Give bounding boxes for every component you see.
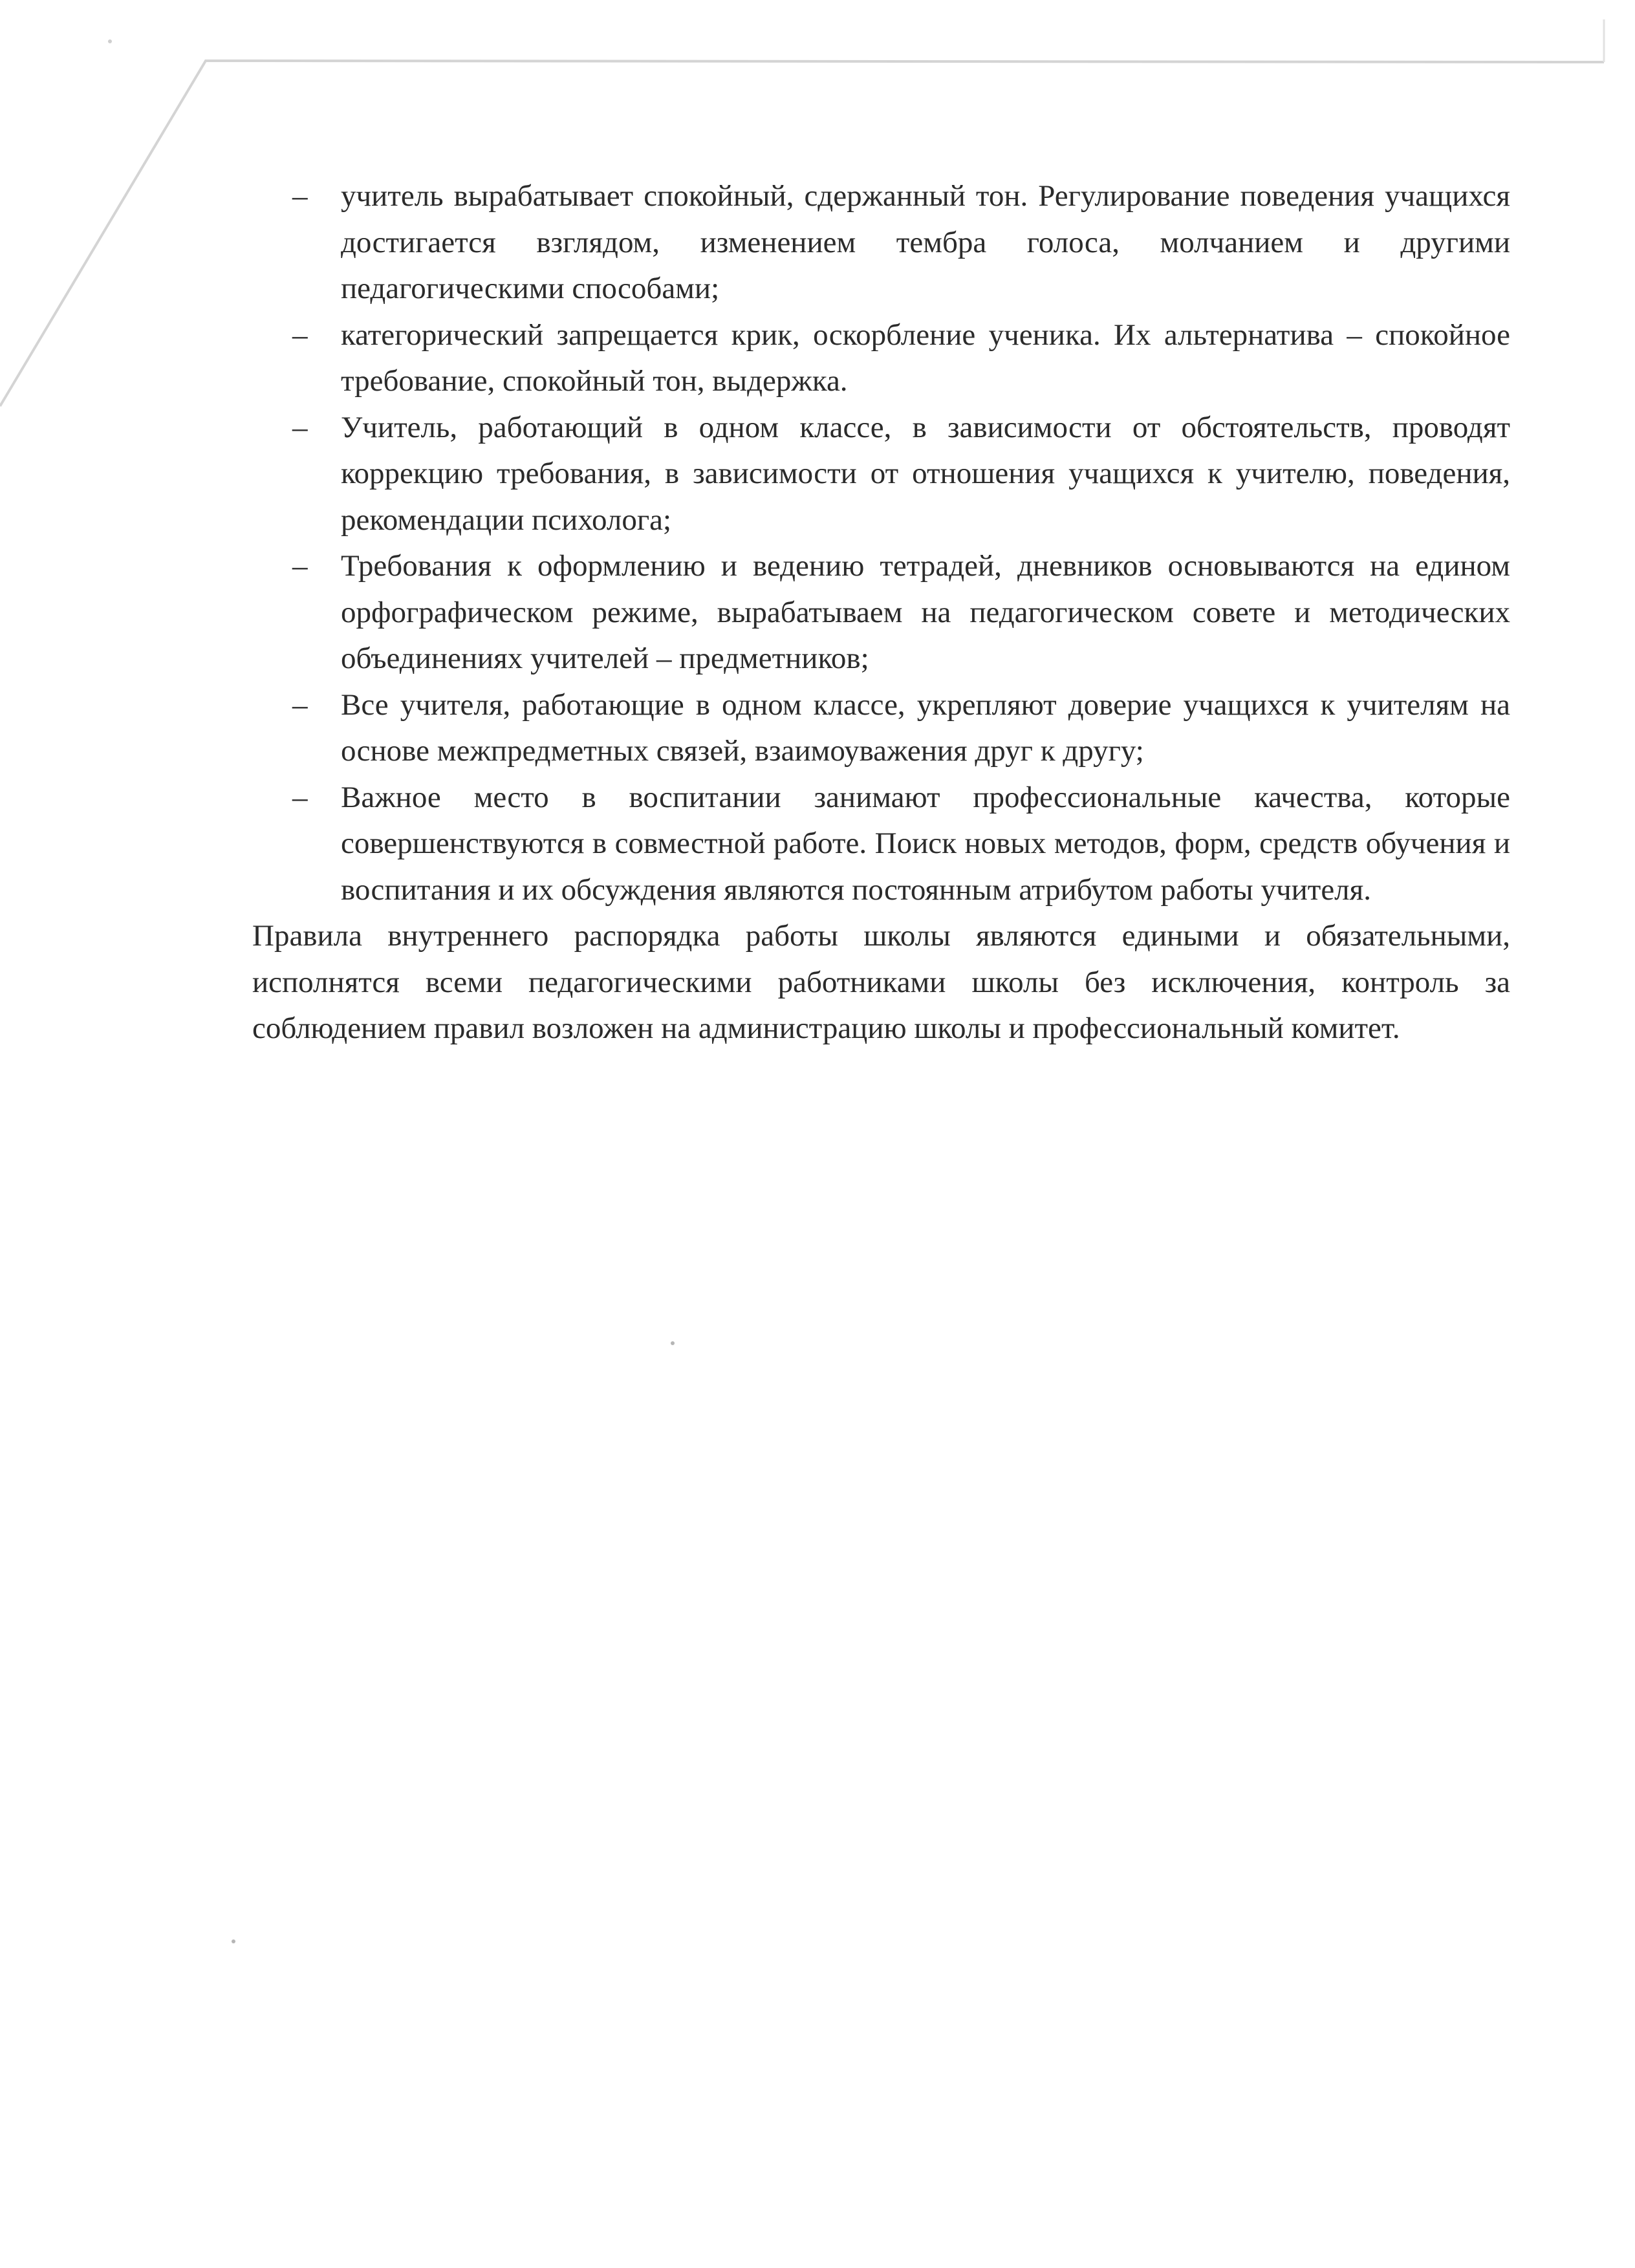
list-item	[252, 543, 1510, 682]
rules-list	[252, 173, 1510, 913]
dash-marker: –	[292, 687, 308, 722]
list-item-text: Все учителя, работающие в одном классе, укрепляют доверие учащихся к учителям на основе межпредметных связей, взаимоуважения друг к другу;	[341, 687, 1510, 768]
list-item-text: категорический запрещается крик, оскорбление ученика. Их альтернатива – спокойное требование, спокойный тон, выдержка.	[341, 318, 1510, 398]
dash-marker: –	[292, 780, 308, 814]
list-item-text: Учитель, работающий в одном классе, в зависимости от обстоятельств, проводят коррекцию требования, в зависимости от отношения учащихся к учителю, поведения, рекомендации психолога;	[341, 410, 1510, 537]
list-item	[252, 173, 1510, 312]
list-item	[252, 682, 1510, 775]
scan-speck	[671, 1341, 675, 1345]
list-item-text: учитель вырабатывает спокойный, сдержанный тон. Регулирование поведения учащихся достигается взглядом, изменением тембра голоса, молчанием и другими педагогическими способами;	[341, 179, 1510, 305]
list-item	[252, 312, 1510, 405]
scan-speck	[232, 1939, 235, 1943]
list-item-text: Важное место в воспитании занимают профессиональные качества, которые совершенствуются в совместной работе. Поиск новых методов, форм, средств обучения и воспитания и их обсуждения являются постоянным атрибутом работы учителя.	[341, 780, 1510, 907]
dash-marker: –	[292, 179, 308, 213]
dash-marker: –	[292, 318, 308, 352]
document-body	[252, 173, 1510, 1052]
dash-marker: –	[292, 410, 308, 444]
list-item	[252, 405, 1510, 544]
list-item	[252, 775, 1510, 914]
list-item-text: Требования к оформлению и ведению тетрадей, дневников основываются на едином орфографическом режиме, вырабатываем на педагогическом совете и методических объединениях учителей – предметников;	[341, 549, 1510, 675]
dash-marker: –	[292, 549, 308, 583]
scan-speck	[108, 39, 112, 43]
closing-paragraph: Правила внутреннего распорядка работы школы являются едиными и обязательными, исполнятся всеми педагогическими работниками школы без исключения, контроль за соблюдением правил возложен на администрацию школы и профессиональный комитет.	[252, 919, 1510, 1045]
